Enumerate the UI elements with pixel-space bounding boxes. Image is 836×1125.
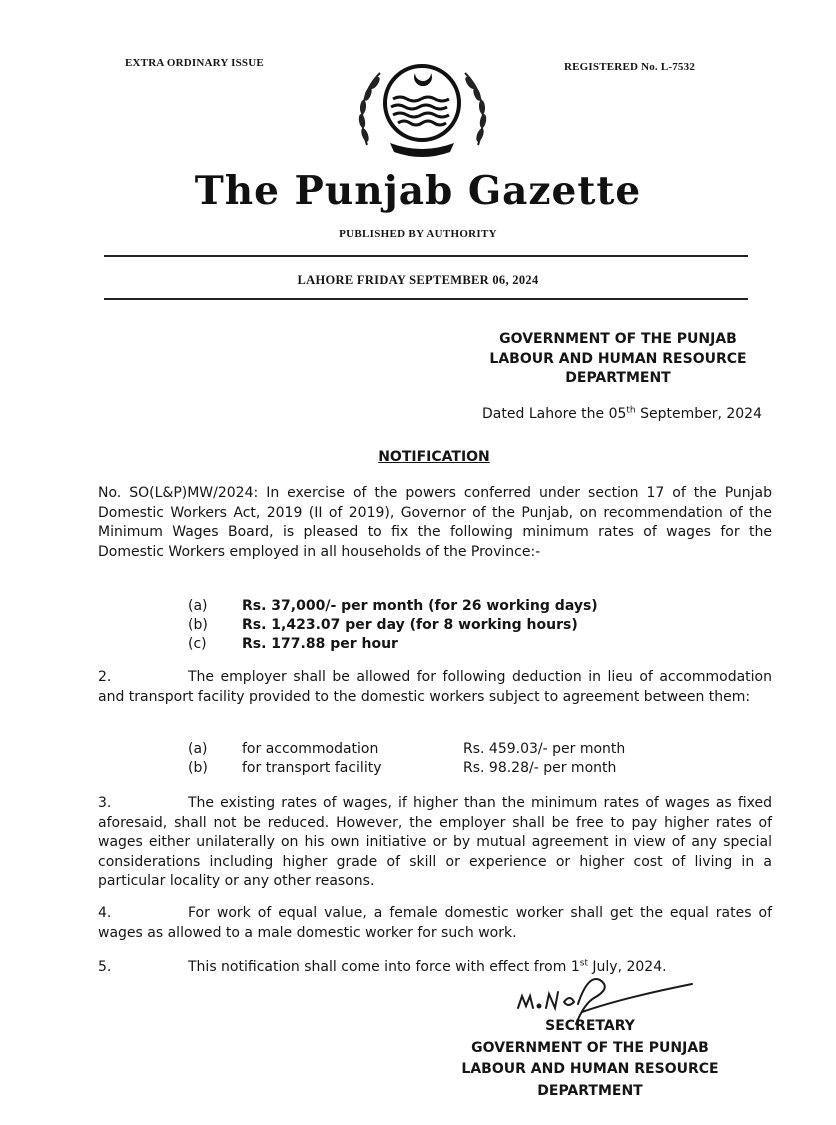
paragraph-number: 2. [98, 669, 112, 685]
punjab-emblem-icon [345, 55, 500, 167]
deduction-description: for transport facility [242, 760, 382, 776]
rate-label: (a) [188, 598, 208, 614]
deduction-label: (a) [188, 741, 208, 757]
notification-title: NOTIFICATION [378, 449, 490, 465]
paragraph-5-text: This notification shall come into force with effect from 1 [188, 959, 580, 975]
rate-text: Rs. 177.88 per hour [242, 636, 398, 652]
paragraph-2-text: The employer shall be allowed for following deduction in lieu of accommodation and transport facility provided to the domestic workers subject to agreement between them: [98, 669, 772, 705]
rate-label: (b) [188, 617, 208, 633]
rate-text: Rs. 1,423.07 per day (for 8 working hours) [242, 617, 578, 633]
published-by-line: PUBLISHED BY AUTHORITY [339, 228, 497, 240]
issue-type: EXTRA ORDINARY ISSUE [125, 57, 264, 69]
dated-sup: th [626, 405, 636, 416]
dated-prefix: Dated Lahore the 05 [482, 406, 627, 422]
paragraph-5-suffix: July, 2024. [587, 959, 667, 975]
paragraph-3-text: The existing rates of wages, if higher than the minimum rates of wages as fixed aforesaid, shall not be reduced. However, the employer shall be free to pay higher rates of wages either unilaterally on his own initiative or by mutual agreement in view of any special considerations including higher grade of skill or experience or higher cost of living in a particular locality or any other reasons. [98, 795, 772, 889]
paragraph-4 [98, 904, 772, 943]
paragraph-number: 3. [98, 795, 112, 811]
signatory-title: SECRETARY [545, 1018, 635, 1034]
bottom-rule [104, 298, 748, 300]
paragraph-number: 4. [98, 905, 112, 921]
department-line-1: GOVERNMENT OF THE PUNJAB [499, 331, 737, 347]
signatory-block [430, 1017, 750, 1101]
deduction-amount: Rs. 459.03/- per month [463, 741, 626, 757]
rate-label: (c) [188, 636, 207, 652]
paragraph-5-sup: st [579, 958, 588, 969]
rate-text: Rs. 37,000/- per month (for 26 working days) [242, 598, 598, 614]
department-line-2: LABOUR AND HUMAN RESOURCE [489, 350, 747, 367]
deduction-amount: Rs. 98.28/- per month [463, 760, 617, 776]
deduction-label: (b) [188, 760, 208, 776]
deduction-row [188, 759, 708, 779]
department-heading [468, 330, 768, 389]
rate-row [188, 635, 398, 655]
department-line-3: DEPARTMENT [565, 370, 671, 386]
paragraph-number: 5. [98, 959, 112, 975]
deduction-description: for accommodation [242, 741, 379, 757]
registration-number: REGISTERED No. L-7532 [564, 61, 696, 73]
paragraph-1: No. SO(L&P)MW/2024: In exercise of the powers conferred under section 17 of the Punjab Domestic Workers Act, 2019 (II of 2019), Governor of the Punjab, on recommendation of the Minimum Wages Board, is pleased to fix the following minimum rates of wages for the Domestic Workers employed in all households of the Province:- [98, 485, 772, 560]
paragraph-4-text: For work of equal value, a female domestic worker shall get the equal rates of wages as allowed to a male domestic worker for such work. [98, 905, 772, 941]
paragraph-2 [98, 668, 772, 707]
rate-row [188, 616, 578, 636]
top-rule [104, 255, 748, 257]
gazette-dateline: LAHORE FRIDAY SEPTEMBER 06, 2024 [297, 273, 539, 287]
dated-suffix: September, 2024 [635, 406, 762, 422]
masthead-title: The Punjab Gazette [194, 168, 642, 214]
paragraph-3 [98, 794, 772, 892]
signatory-line-1: GOVERNMENT OF THE PUNJAB [471, 1039, 709, 1056]
dated-line [482, 405, 762, 425]
signatory-line-3: DEPARTMENT [537, 1082, 643, 1099]
signatory-line-2: LABOUR AND HUMAN RESOURCE [461, 1061, 719, 1077]
rate-row [188, 597, 598, 617]
deduction-row [188, 740, 708, 760]
